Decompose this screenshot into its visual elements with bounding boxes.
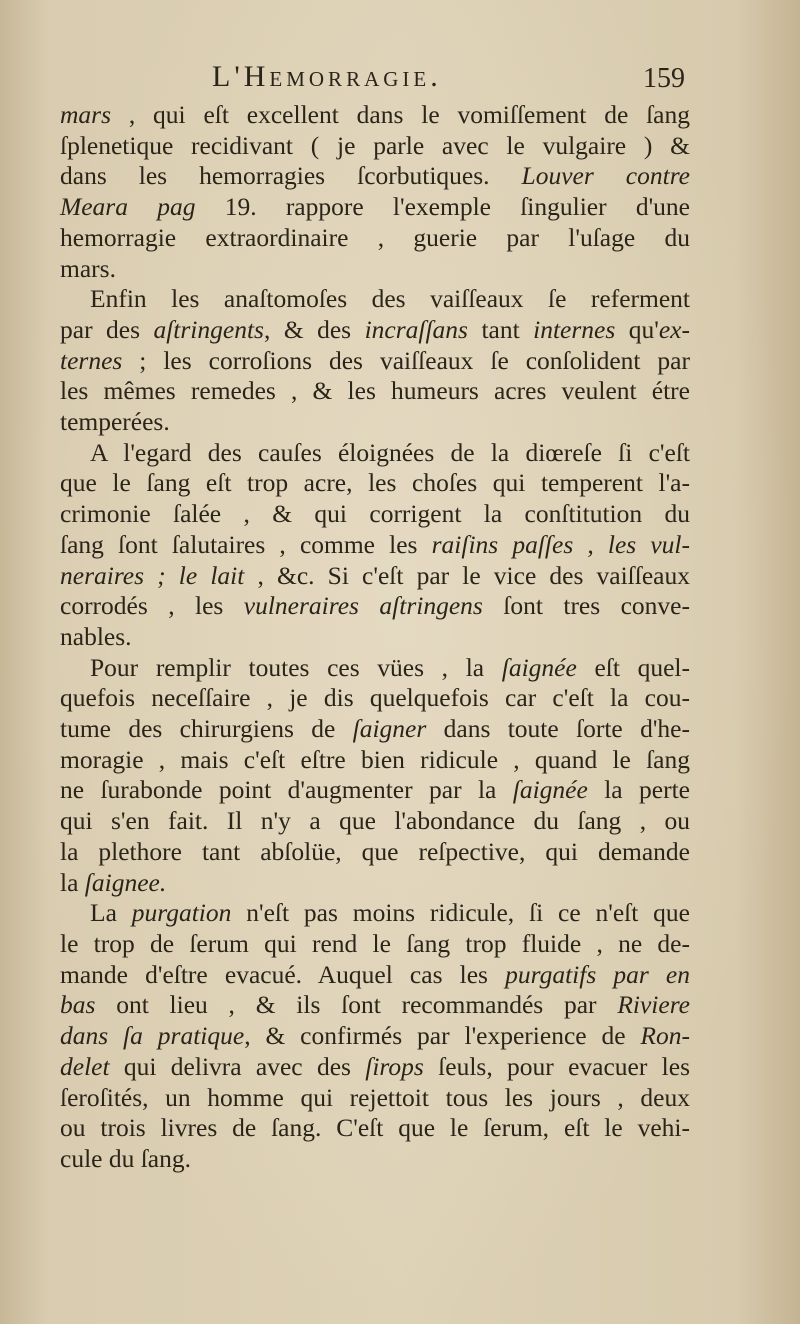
text-line [60,131,690,162]
text-line [60,438,690,469]
text-line [60,868,690,899]
text-segment: qu' [615,314,659,344]
text-line [60,622,690,653]
text-line [60,468,690,499]
text-segment: tant [467,314,534,344]
text-line [60,223,690,254]
text-line [60,929,690,960]
text-line [60,192,690,223]
page-header [60,62,690,100]
italic-segment: ſirops [365,1051,424,1081]
text-segment: la perte [587,775,690,805]
text-segment: , qui eſt excellent dans le vomiſſement de ſang [111,100,690,129]
text-line [60,315,690,346]
text-segment: La [90,898,132,928]
text-segment: tume des chirurgiens de [60,714,353,744]
text-segment: dans les hemorragies ſcorbutiques. [60,161,522,191]
text-segment: hemorragie extraordinaire , guerie par l'uſage du [60,222,690,252]
text-line [60,683,690,714]
text-segment: les mêmes remedes , & les humeurs acres veulent étre [60,376,690,406]
italic-segment: purgation [131,898,232,928]
text-segment: 19. rappore l'exemple ſingulier d'une [195,192,690,222]
text-line [60,1021,690,1052]
text-line [60,346,690,377]
italic-segment: Riviere [617,990,690,1020]
text-segment: eſt quel- [576,652,690,682]
text-line [60,714,690,745]
text-line [60,376,690,407]
text-line [60,1052,690,1083]
text-segment: ne ſurabonde point d'augmenter par la [60,775,513,805]
italic-segment: ternes [60,345,123,375]
text-segment: A l'egard des cauſes éloignées de la diœreſe ſi c'eſt [90,437,690,467]
text-line [60,1113,690,1144]
italic-segment: internes [533,314,616,344]
text-line [60,284,690,315]
running-title: L'Hemorragie. [212,60,442,93]
text-segment: la [60,867,85,897]
text-segment: ſplenetique recidivant ( je parle avec le vulgaire ) & [60,130,690,160]
italic-segment: ex- [658,314,690,344]
text-line [60,745,690,776]
text-line [60,990,690,1021]
text-segment: par des [60,314,154,344]
text-line [60,775,690,806]
italic-segment: ſaignée [512,775,588,805]
text-line [60,499,690,530]
text-segment: ſang ſont ſalutaires , comme les [60,529,432,559]
text-line [60,591,690,622]
text-line [60,898,690,929]
italic-segment: purgatifs par en [505,959,690,989]
text-segment: , & confirmés par l'experience de [244,1021,641,1051]
italic-segment: aſtringents [153,314,264,344]
text-segment: Pour remplir toutes ces vües , la [90,652,502,682]
italic-segment: delet [60,1051,110,1081]
text-segment: ſeroſités, un homme qui rejettoit tous les jours , deux [60,1082,690,1112]
text-block [60,62,690,1175]
italic-segment: Meara pag [60,192,196,222]
text-line [60,161,690,192]
italic-segment: ſaigner [352,714,427,744]
italic-segment: dans ſa pratique [60,1021,245,1051]
text-segment: quefois neceſſaire , je dis quelquefois car c'eſt la cou- [60,683,690,713]
italic-segment: raiſins paſſes , les vul- [431,529,691,559]
text-line [60,806,690,837]
text-segment: , & des [263,314,365,344]
page-number: 159 [643,63,685,94]
body-text [60,100,690,1175]
text-line [60,960,690,991]
text-segment: la plethore tant abſolüe, que reſpective, qui demande [60,836,690,866]
text-line [60,561,690,592]
italic-segment: mars [60,100,112,129]
italic-segment: Louver contre [521,161,690,191]
text-line [60,100,690,131]
text-segment: ſeuls, pour evacuer les [423,1051,691,1081]
text-line [60,1144,690,1175]
italic-segment: Ron- [640,1021,690,1051]
text-line [60,837,690,868]
text-segment: crimonie ſalée , & qui corrigent la conſtitution du [60,499,690,529]
text-line [60,407,690,438]
text-segment: que le ſang eſt trop acre, les choſes qui temperent l'a- [60,468,690,498]
text-segment: , &c. Si c'eſt par le vice des vaiſſeaux [244,560,690,590]
text-line [60,530,690,561]
text-segment: nables. [60,621,132,651]
text-segment: ; les corroſions des vaiſſeaux ſe conſolident par [122,345,690,375]
text-segment: qui delivra avec des [109,1051,366,1081]
italic-segment: incraſſans [364,314,468,344]
italic-segment: bas [60,990,96,1020]
italic-segment: ſaignée [501,652,577,682]
text-segment: ſont tres conve- [482,591,690,621]
italic-segment: vulneraires aſtringens [243,591,483,621]
text-segment: cule du ſang. [60,1143,191,1173]
text-segment: mande d'eſtre evacué. Auquel cas les [60,959,506,989]
text-segment: le trop de ſerum qui rend le ſang trop fluide , ne de- [60,928,690,958]
text-segment: qui s'en fait. Il n'y a que l'abondance du ſang , ou [60,806,690,836]
text-segment: moragie , mais c'eſt eſtre bien ridicule , quand le ſang [60,744,690,774]
text-segment: Enfin les anaſtomoſes des vaiſſeaux ſe referment [90,284,690,314]
text-segment: n'eſt pas moins ridicule, ſi ce n'eſt que [231,898,690,928]
italic-segment: ſaignee. [84,867,167,897]
italic-segment: neraires ; le lait [60,560,245,590]
text-segment: dans toute ſorte d'he- [426,714,690,744]
text-line [60,254,690,285]
text-line [60,1083,690,1114]
text-line [60,653,690,684]
text-segment: corrodés , les [60,591,244,621]
text-segment: ont lieu , & ils ſont recommandés par [95,990,618,1020]
text-segment: ou trois livres de ſang. C'eſt que le ſerum, eſt le vehi- [60,1113,690,1143]
text-segment: temperées. [60,407,170,437]
text-segment: mars. [60,253,116,283]
